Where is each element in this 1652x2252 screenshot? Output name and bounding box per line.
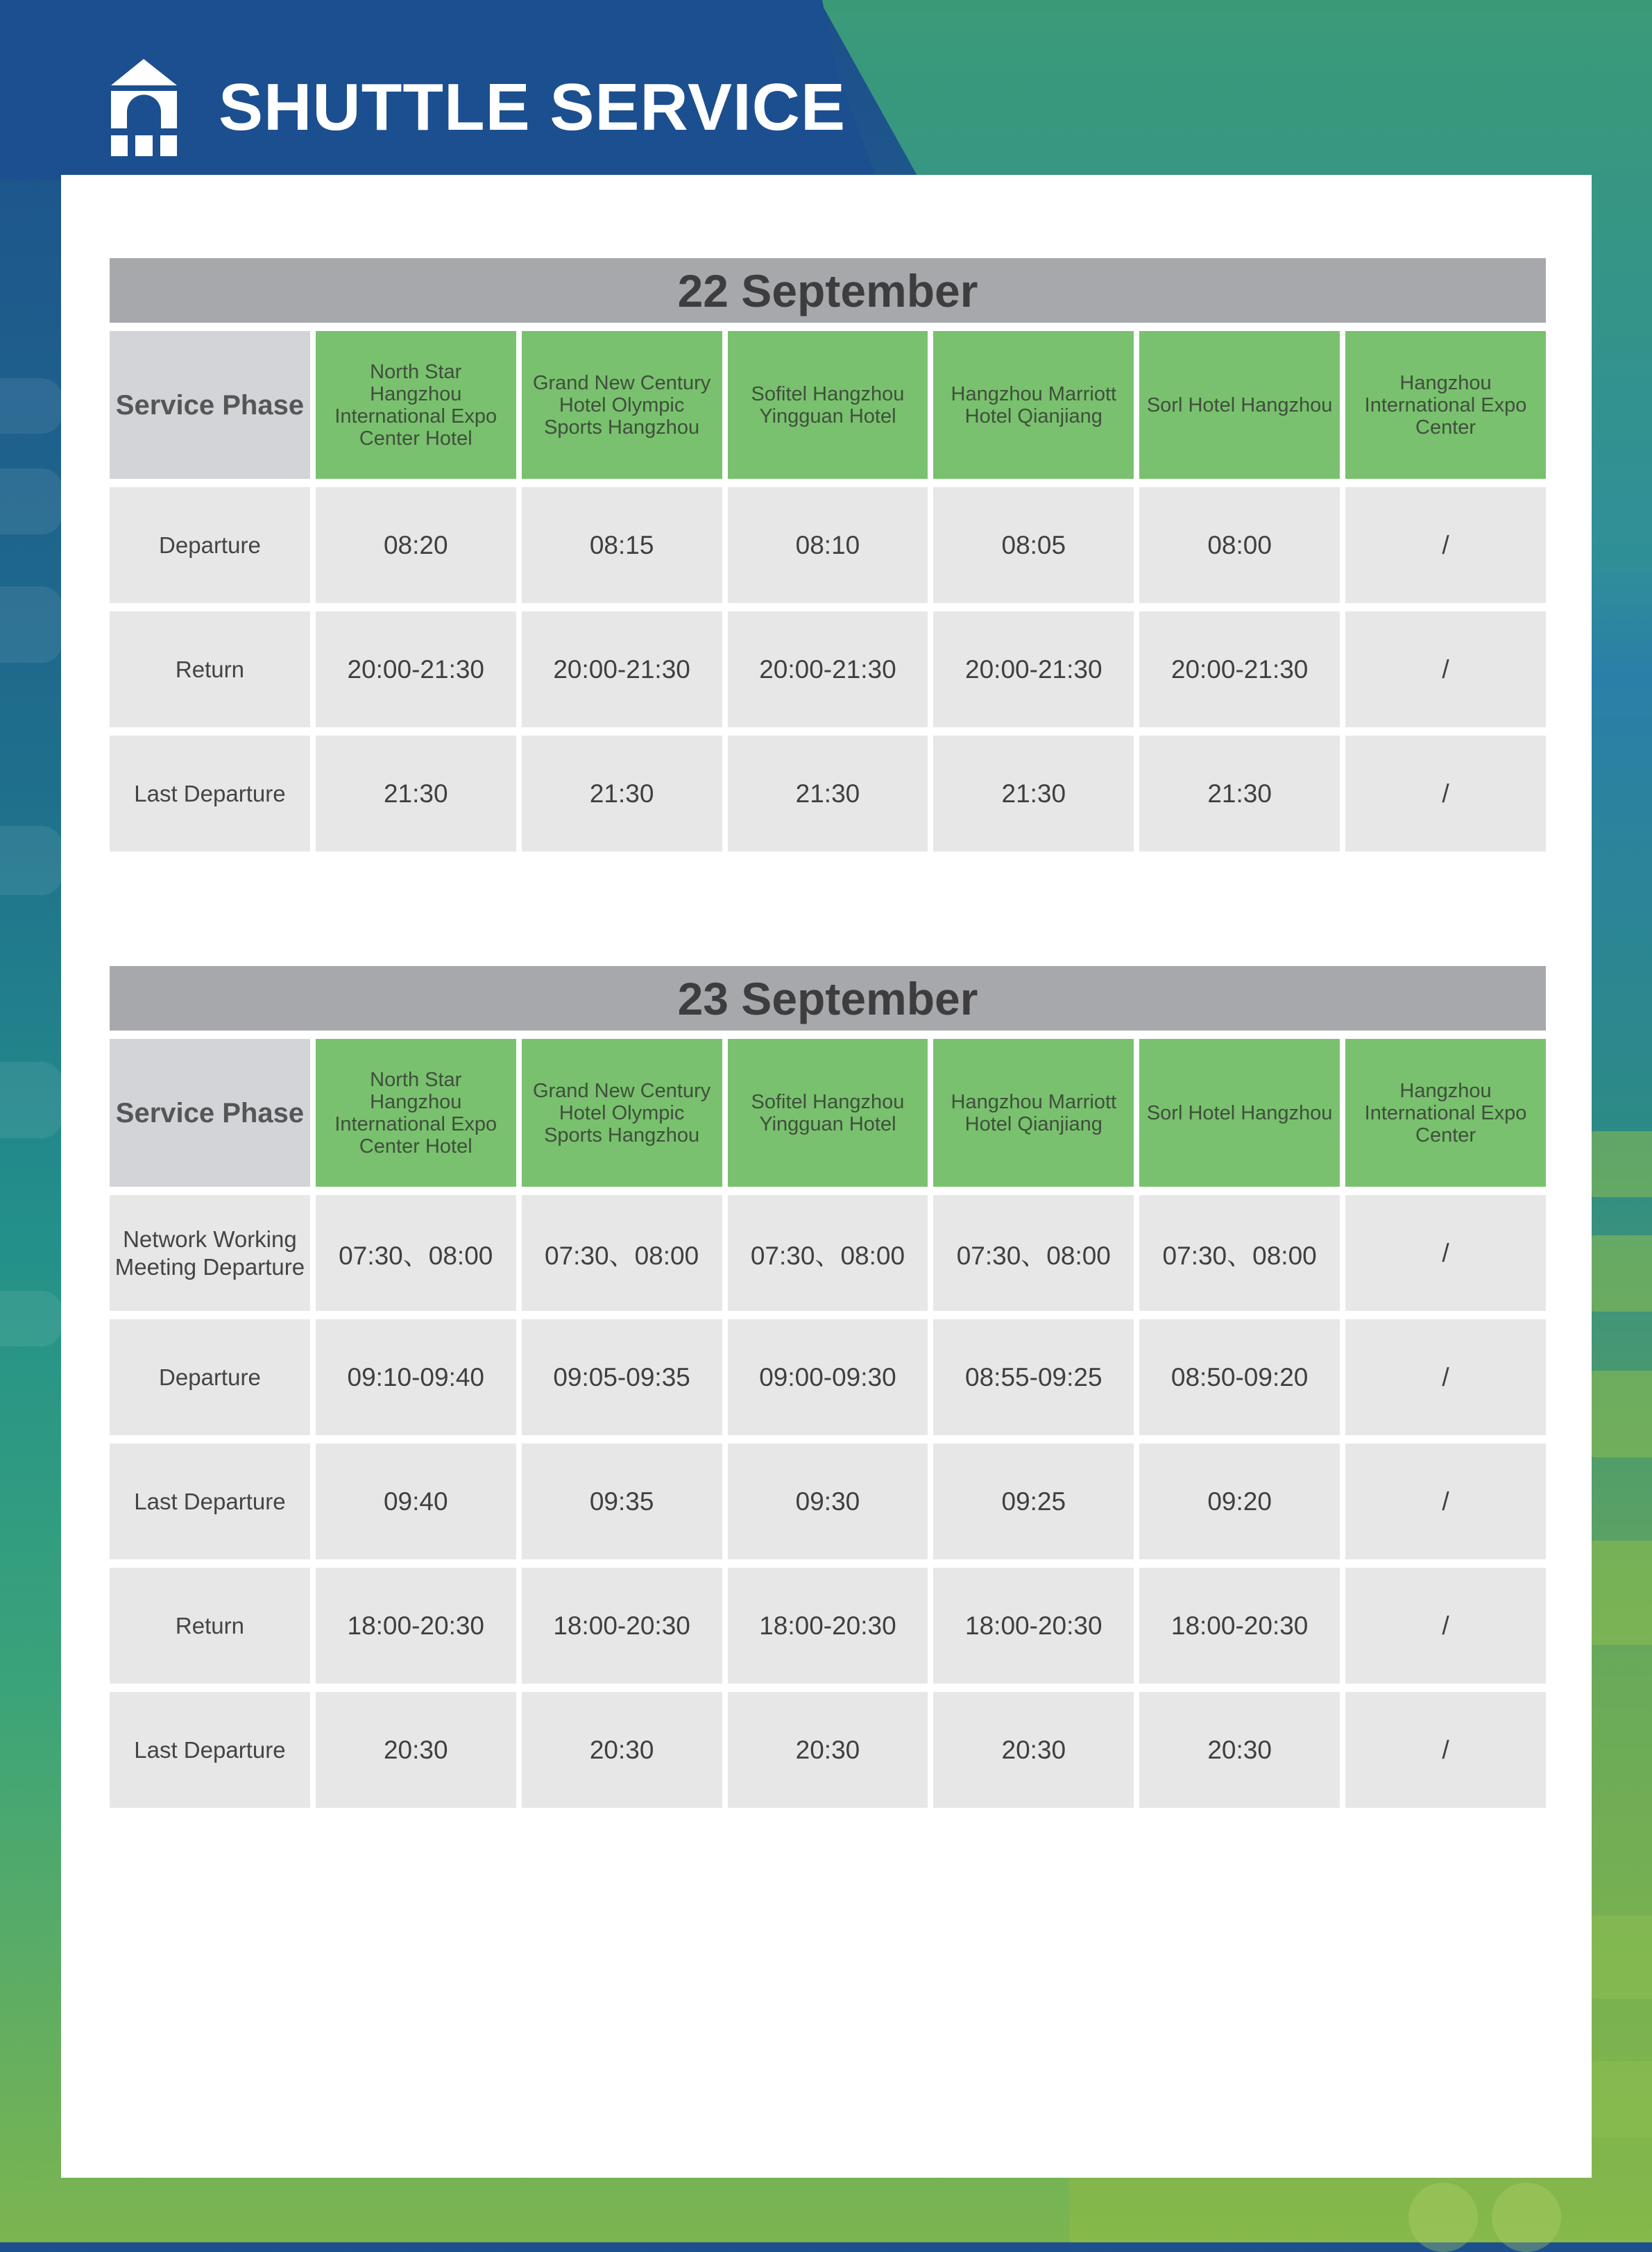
row-label: Last Departure [110, 1444, 310, 1559]
table-row [110, 1195, 1546, 1311]
schedule-section-day1 [110, 258, 1546, 852]
table-cell: 09:35 [522, 1444, 722, 1559]
decor-dot [1408, 2183, 1478, 2252]
decor-stripe [0, 586, 62, 663]
table-cell: 08:10 [728, 487, 928, 603]
row-label: Departure [110, 1319, 310, 1435]
column-header-hotel: Hangzhou Marriott Hotel Qianjiang [933, 1039, 1134, 1187]
schedule-card [61, 175, 1592, 2178]
page-header [111, 56, 846, 160]
table-cell: 20:30 [728, 1692, 928, 1808]
decor-stripe [0, 1291, 62, 1346]
table-cell: 20:30 [1139, 1692, 1340, 1808]
house-arch-logo-icon [111, 59, 177, 156]
table-row [110, 736, 1546, 852]
table-cell: 20:30 [933, 1692, 1134, 1808]
table-cell: 21:30 [933, 736, 1134, 852]
table-cell: / [1345, 1195, 1546, 1311]
table-cell: 21:30 [316, 736, 516, 852]
table-cell: / [1345, 611, 1546, 727]
table-row [110, 611, 1546, 727]
table-row [110, 1444, 1546, 1559]
column-header-hotel: Grand New Century Hotel Olympic Sports Hangzhou [522, 1039, 722, 1187]
table-cell: 08:05 [933, 487, 1134, 603]
table-header-row [110, 1039, 1546, 1187]
table-cell: 21:30 [728, 736, 928, 852]
table-cell: 08:20 [316, 487, 516, 603]
row-label: Return [110, 611, 310, 727]
table-cell: / [1345, 1568, 1546, 1684]
table-cell: 20:00-21:30 [316, 611, 516, 727]
schedule-section-day2 [110, 966, 1546, 1808]
column-header-hotel: Hangzhou International Expo Center [1345, 1039, 1546, 1187]
row-label: Last Departure [110, 736, 310, 852]
row-label: Network Working Meeting Departure [110, 1195, 310, 1311]
table-cell: / [1345, 1692, 1546, 1808]
row-label: Return [110, 1568, 310, 1684]
table-cell: 18:00-20:30 [933, 1568, 1134, 1684]
table-cell: 09:10-09:40 [316, 1319, 516, 1435]
column-header-hotel: Sorl Hotel Hangzhou [1139, 1039, 1340, 1187]
date-heading: 23 September [110, 966, 1546, 1031]
table-cell: 18:00-20:30 [522, 1568, 722, 1684]
table-cell: 08:50-09:20 [1139, 1319, 1340, 1435]
column-header-hotel: Sofitel Hangzhou Yingguan Hotel [728, 1039, 928, 1187]
table-cell: 20:30 [316, 1692, 516, 1808]
column-header-hotel: Sorl Hotel Hangzhou [1139, 331, 1340, 479]
row-label: Last Departure [110, 1692, 310, 1808]
decor-stripe [0, 1062, 62, 1138]
column-header-phase: Service Phase [110, 1039, 310, 1187]
table-row [110, 1568, 1546, 1684]
table-cell: 20:30 [522, 1692, 722, 1808]
schedule-table [104, 1031, 1551, 1808]
table-cell: / [1345, 736, 1546, 852]
table-cell: 09:00-09:30 [728, 1319, 928, 1435]
column-header-hotel: Sofitel Hangzhou Yingguan Hotel [728, 331, 928, 479]
table-cell: 20:00-21:30 [933, 611, 1134, 727]
column-header-phase: Service Phase [110, 331, 310, 479]
column-header-hotel: Grand New Century Hotel Olympic Sports Hangzhou [522, 331, 722, 479]
row-label: Departure [110, 487, 310, 603]
table-cell: / [1345, 1444, 1546, 1559]
table-cell: 09:25 [933, 1444, 1134, 1559]
column-header-hotel: Hangzhou International Expo Center [1345, 331, 1546, 479]
decor-dot [1492, 2183, 1561, 2252]
table-cell: 18:00-20:30 [1139, 1568, 1340, 1684]
table-header-row [110, 331, 1546, 479]
table-cell: 08:15 [522, 487, 722, 603]
page-title: SHUTTLE SERVICE [219, 70, 846, 144]
table-cell: 08:55-09:25 [933, 1319, 1134, 1435]
table-cell: 21:30 [1139, 736, 1340, 852]
table-cell: 07:30、08:00 [316, 1195, 516, 1311]
table-cell: 18:00-20:30 [728, 1568, 928, 1684]
table-cell: 20:00-21:30 [522, 611, 722, 727]
decor-stripe [0, 468, 62, 534]
table-cell: 09:20 [1139, 1444, 1340, 1559]
table-cell: 09:40 [316, 1444, 516, 1559]
decor-stripe [0, 826, 62, 895]
column-header-hotel: Hangzhou Marriott Hotel Qianjiang [933, 331, 1134, 479]
table-cell: 07:30、08:00 [522, 1195, 722, 1311]
table-cell: 07:30、08:00 [933, 1195, 1134, 1311]
table-row [110, 1319, 1546, 1435]
table-row [110, 1692, 1546, 1808]
table-cell: 08:00 [1139, 487, 1340, 603]
table-cell: 21:30 [522, 736, 722, 852]
table-cell: 18:00-20:30 [316, 1568, 516, 1684]
decor-stripe [0, 378, 62, 434]
table-cell: / [1345, 487, 1546, 603]
table-cell: 07:30、08:00 [728, 1195, 928, 1311]
table-cell: / [1345, 1319, 1546, 1435]
column-header-hotel: North Star Hangzhou International Expo Center Hotel [316, 331, 516, 479]
table-cell: 20:00-21:30 [1139, 611, 1340, 727]
table-cell: 07:30、08:00 [1139, 1195, 1340, 1311]
date-heading: 22 September [110, 258, 1546, 323]
table-cell: 09:05-09:35 [522, 1319, 722, 1435]
table-cell: 09:30 [728, 1444, 928, 1559]
table-cell: 20:00-21:30 [728, 611, 928, 727]
schedule-table [104, 323, 1551, 852]
column-header-hotel: North Star Hangzhou International Expo Center Hotel [316, 1039, 516, 1187]
table-row [110, 487, 1546, 603]
